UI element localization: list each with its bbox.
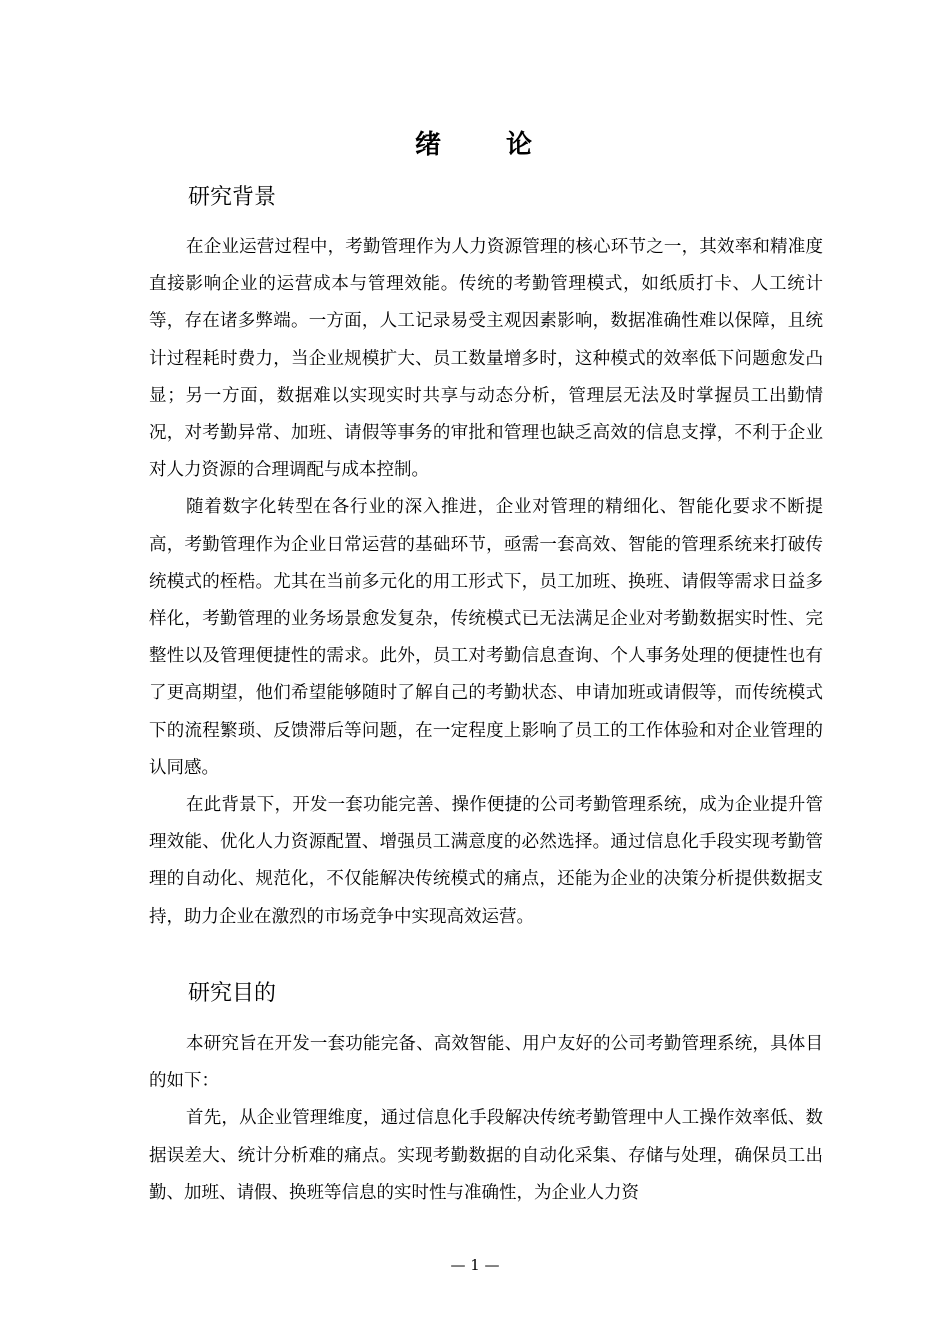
- paragraph: 随着数字化转型在各行业的深入推进，企业对管理的精细化、智能化要求不断提高，考勤管理作为企业日常运营的基础环节，亟需一套高效、智能的管理系统来打破传统模式的桎梏。尤其在当前多元化的用工形式下，员工加班、换班、请假等需求日益多样化，考勤管理的业务场景愈发复杂，传统模式已无法满足企业对考勤数据实时性、完整性以及管理便捷性的需求。此外，员工对考勤信息查询、个人事务处理的便捷性也有了更高期望，他们希望能够随时了解自己的考勤状态、申请加班或请假等，而传统模式下的流程繁琐、反馈滞后等问题，在一定程度上影响了员工的工作体验和对企业管理的认同感。: [149, 497, 823, 778]
- chapter-title: 绪 论: [414, 130, 561, 160]
- section-heading-purpose: 研究目的: [188, 981, 277, 1006]
- section-heading-background: 研究背景: [188, 185, 277, 210]
- paragraph: 在企业运营过程中，考勤管理作为人力资源管理的核心环节之一，其效率和精准度直接影响企业的运营成本与管理效能。传统的考勤管理模式，如纸质打卡、人工统计等，存在诸多弊端。一方面，人工记录易受主观因素影响，数据准确性难以保障，且统计过程耗时费力，当企业规模扩大、员工数量增多时，这种模式的效率低下问题愈发凸显；另一方面，数据难以实现实时共享与动态分析，管理层无法及时掌握员工出勤情况，对考勤异常、加班、请假等事务的审批和管理也缺乏高效的信息支撑，不利于企业对人力资源的合理调配与成本控制。: [149, 237, 823, 481]
- paragraph: 首先，从企业管理维度，通过信息化手段解决传统考勤管理中人工操作效率低、数据误差大、统计分析难的痛点。实现考勤数据的自动化采集、存储与处理，确保员工出勤、加班、请假、换班等信息的实时性与准确性，为企业人力资: [149, 1108, 823, 1203]
- section-body-purpose: [149, 1026, 823, 1212]
- paragraph: 在此背景下，开发一套功能完善、操作便捷的公司考勤管理系统，成为企业提升管理效能、优化人力资源配置、增强员工满意度的必然选择。通过信息化手段实现考勤管理的自动化、规范化，不仅能解决传统模式的痛点，还能为企业的决策分析提供数据支持，助力企业在激烈的市场竞争中实现高效运营。: [149, 795, 823, 927]
- page-number: — 1 —: [450, 1256, 500, 1274]
- paragraph: 本研究旨在开发一套功能完备、高效智能、用户友好的公司考勤管理系统，具体目的如下：: [149, 1034, 823, 1092]
- section-body-background: [149, 229, 823, 936]
